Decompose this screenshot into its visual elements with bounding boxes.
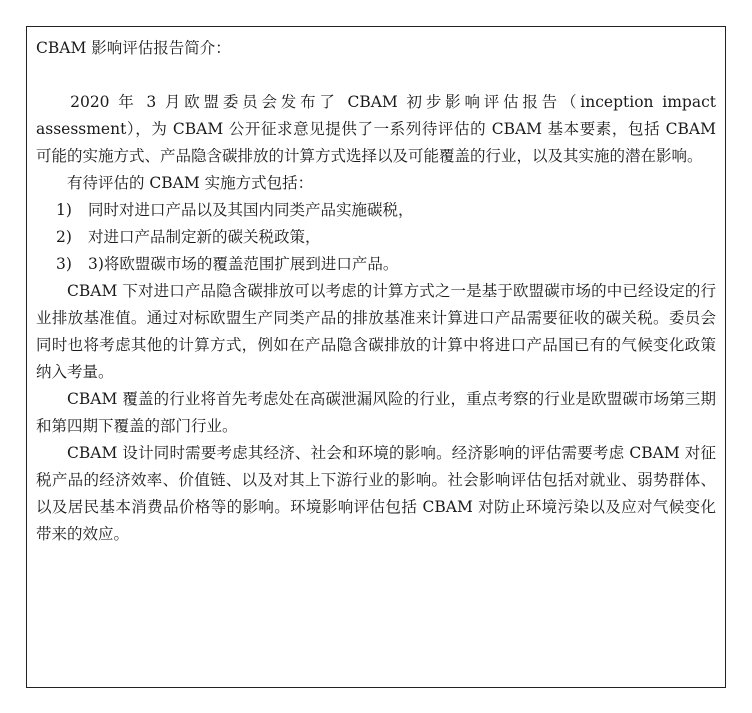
list-intro: 有待评估的 CBAM 实施方式包括： — [67, 174, 314, 192]
list-item — [36, 224, 716, 251]
list-item-text: 对进口产品制定新的碳关税政策， — [88, 228, 321, 246]
list-item-text: 3)将欧盟碳市场的覆盖范围扩展到进口产品。 — [88, 255, 399, 273]
document-title: CBAM 影响评估报告简介： — [36, 39, 231, 57]
list-item-number: 3) — [56, 255, 72, 273]
document-box — [26, 26, 726, 688]
list-item — [36, 197, 716, 224]
list-item-text: 同时对进口产品以及其国内同类产品实施碳税， — [88, 201, 414, 219]
list-item-number: 2) — [56, 228, 72, 246]
implementation-options-list — [36, 197, 716, 278]
sectors-paragraph: CBAM 覆盖的行业将首先考虑处在高碳泄漏风险的行业，重点考察的行业是欧盟碳市场第三期和第四期下覆盖的部门行业。 — [36, 390, 716, 435]
calculation-paragraph: CBAM 下对进口产品隐含碳排放可以考虑的计算方式之一是基于欧盟碳市场的中已经设定的行业排放基准值。通过对标欧盟生产同类产品的排放基准来计算进口产品需要征收的碳关税。委员会同时也将考虑其他的计算方式，例如在产品隐含碳排放的计算中将进口产品国已有的气候变化政策纳入考量。 — [36, 282, 716, 381]
list-item-number: 1) — [56, 201, 72, 219]
impact-paragraph: CBAM 设计同时需要考虑其经济、社会和环境的影响。经济影响的评估需要考虑 CBAM 对征税产品的经济效率、价值链、以及对其上下游行业的影响。社会影响评估包括对就业、弱势群体、以及居民基本消费品价格等的影响。环境影响评估包括 CBAM 对防止环境污染以及应对气候变化带来的效应。 — [36, 444, 716, 543]
intro-paragraph: 2020 年 3 月欧盟委员会发布了 CBAM 初步影响评估报告（inception impact assessment），为 CBAM 公开征求意见提供了一系列待评估的 CBAM 基本要素，包括 CBAM 可能的实施方式、产品隐含碳排放的计算方式选择以及可能覆盖的行业，以及其实施的潜在影响。 — [36, 93, 716, 165]
list-item — [36, 251, 716, 278]
